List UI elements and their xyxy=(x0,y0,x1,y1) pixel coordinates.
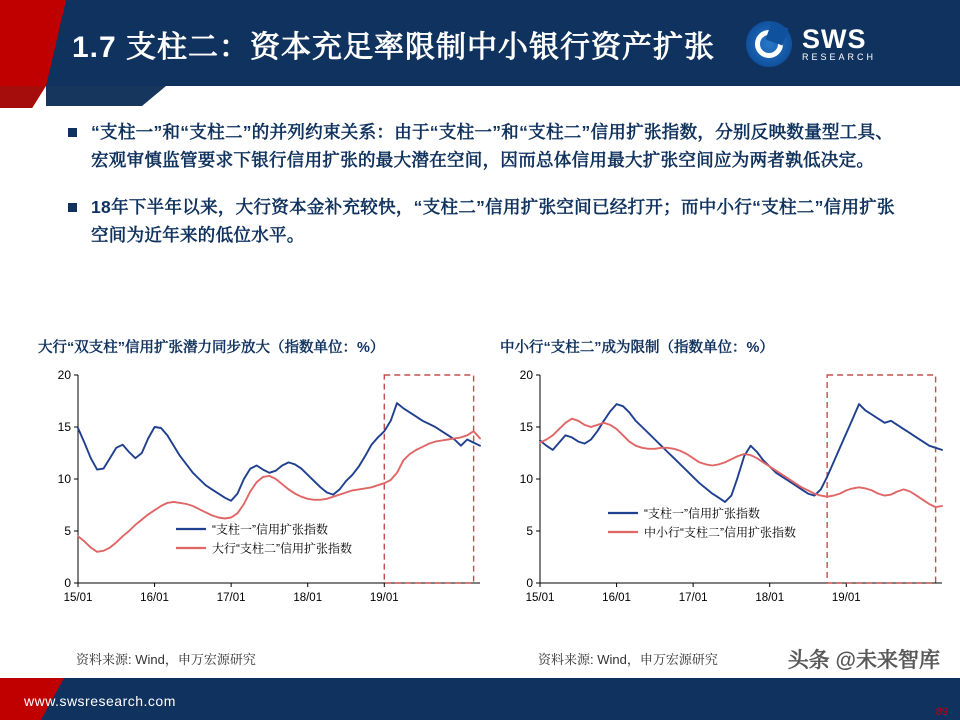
bullet-square-icon xyxy=(68,128,77,137)
chart-right xyxy=(500,336,950,668)
page-title: 1.7 支柱二：资本充足率限制中小银行资产扩张 xyxy=(72,31,716,64)
svg-text:18/01: 18/01 xyxy=(755,592,785,604)
page-number: 89 xyxy=(935,706,948,718)
svg-text:0: 0 xyxy=(64,576,71,590)
chart-right-title: 中小行“支柱二”成为限制（指数单位：%） xyxy=(500,340,774,356)
sws-logo-icon xyxy=(746,21,792,67)
footer-url[interactable]: www.swsresearch.com xyxy=(24,693,176,709)
bullet-text: “支柱一”和“支柱二”的并列约束关系：由于“支柱一”和“支柱二”信用扩张指数，分别反映数量型工具、宏观审慎监管要求下银行信用扩张的最大潜在空间，因而总体信用最大扩张空间应为两者孰低决定。 xyxy=(91,122,894,171)
svg-text:20: 20 xyxy=(519,368,533,382)
sws-logo xyxy=(746,16,936,72)
chart-right-source: 资料来源: Wind，申万宏源研究 xyxy=(538,652,718,667)
chart-left-title: 大行“双支柱”信用扩张潜力同步放大（指数单位：%） xyxy=(38,340,385,356)
svg-text:16/01: 16/01 xyxy=(602,592,631,604)
svg-text:10: 10 xyxy=(519,472,533,486)
svg-text:17/01: 17/01 xyxy=(678,592,708,604)
svg-text:19/01: 19/01 xyxy=(831,592,861,604)
svg-text:19/01: 19/01 xyxy=(369,592,399,604)
bullet-list xyxy=(68,118,898,267)
bullet-square-icon xyxy=(68,203,77,212)
watermark: 头条 @未来智库 xyxy=(787,649,940,672)
svg-text:0: 0 xyxy=(526,576,533,590)
chart-left-source: 资料来源: Wind，申万宏源研究 xyxy=(76,652,256,667)
bullet-item xyxy=(68,118,898,175)
svg-text:15: 15 xyxy=(519,420,533,434)
svg-text:15/01: 15/01 xyxy=(63,592,93,604)
chart-right-svg xyxy=(500,365,950,645)
svg-text:15/01: 15/01 xyxy=(525,592,555,604)
svg-text:16/01: 16/01 xyxy=(140,592,169,604)
chart-right-canvas xyxy=(500,365,950,645)
slide-footer xyxy=(0,678,960,720)
svg-text:15: 15 xyxy=(57,420,71,434)
chart-left-canvas xyxy=(38,365,488,645)
svg-text:“支柱一”信用扩张指数: “支柱一”信用扩张指数 xyxy=(212,522,328,537)
svg-text:20: 20 xyxy=(57,368,71,382)
svg-text:“支柱一”信用扩张指数: “支柱一”信用扩张指数 xyxy=(644,506,760,521)
header-red-tail xyxy=(0,86,46,108)
svg-text:10: 10 xyxy=(57,472,71,486)
svg-text:5: 5 xyxy=(64,524,71,538)
header-navy-tail xyxy=(46,86,166,106)
bullet-item xyxy=(68,193,898,250)
svg-text:5: 5 xyxy=(526,524,533,538)
svg-text:17/01: 17/01 xyxy=(216,592,246,604)
logo-subtitle: RESEARCH xyxy=(802,52,877,63)
chart-left-svg xyxy=(38,365,488,645)
chart-left xyxy=(38,336,488,668)
svg-text:中小行“支柱二”信用扩张指数: 中小行“支柱二”信用扩张指数 xyxy=(644,525,796,540)
slide-header xyxy=(0,0,960,108)
logo-name: SWS xyxy=(802,24,867,55)
bullet-text: 18年下半年以来，大行资本金补充较快，“支柱二”信用扩张空间已经打开；而中小行“支柱二”信用扩张空间为近年来的低位水平。 xyxy=(91,196,895,246)
svg-text:大行“支柱二”信用扩张指数: 大行“支柱二”信用扩张指数 xyxy=(212,541,352,556)
svg-text:18/01: 18/01 xyxy=(293,592,323,604)
